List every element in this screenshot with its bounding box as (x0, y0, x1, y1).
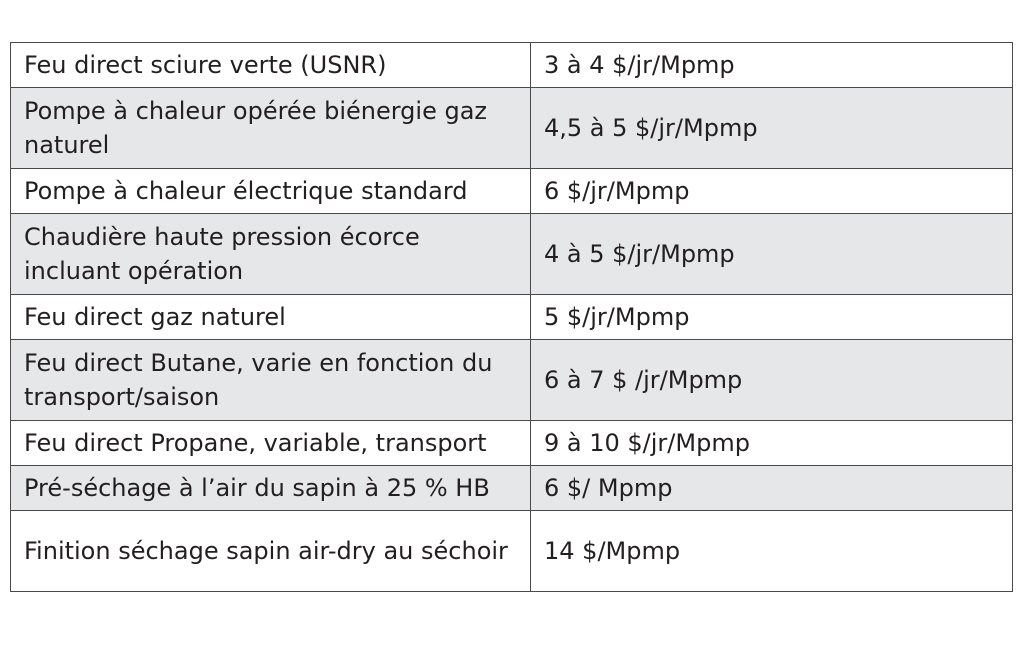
cost-value: 3 à 4 $/jr/Mpmp (531, 43, 1013, 88)
method-label: Pompe à chaleur électrique standard (11, 169, 531, 214)
cost-value: 5 $/jr/Mpmp (531, 295, 1013, 340)
cost-value: 6 $/jr/Mpmp (531, 169, 1013, 214)
cost-value: 6 à 7 $ /jr/Mpmp (531, 340, 1013, 421)
cost-value: 4,5 à 5 $/jr/Mpmp (531, 88, 1013, 169)
table-row (11, 421, 1013, 466)
method-label: Finition séchage sapin air-dry au séchoir (11, 511, 531, 592)
table-row (11, 340, 1013, 421)
method-label: Pompe à chaleur opérée biénergie gaz naturel (11, 88, 531, 169)
table-row (11, 511, 1013, 592)
method-label: Chaudière haute pression écorce incluant opération (11, 214, 531, 295)
drying-cost-table (10, 42, 1013, 592)
method-label: Feu direct Propane, variable, transport (11, 421, 531, 466)
method-label: Feu direct Butane, varie en fonction du transport/saison (11, 340, 531, 421)
method-label: Pré-séchage à l’air du sapin à 25 % HB (11, 466, 531, 511)
table-row (11, 295, 1013, 340)
cost-value: 9 à 10 $/jr/Mpmp (531, 421, 1013, 466)
cost-value: 4 à 5 $/jr/Mpmp (531, 214, 1013, 295)
method-label: Feu direct gaz naturel (11, 295, 531, 340)
method-label: Feu direct sciure verte (USNR) (11, 43, 531, 88)
cost-value: 6 $/ Mpmp (531, 466, 1013, 511)
table-row (11, 466, 1013, 511)
table-row (11, 43, 1013, 88)
table-row (11, 169, 1013, 214)
table-row (11, 214, 1013, 295)
cost-value: 14 $/Mpmp (531, 511, 1013, 592)
table-row (11, 88, 1013, 169)
